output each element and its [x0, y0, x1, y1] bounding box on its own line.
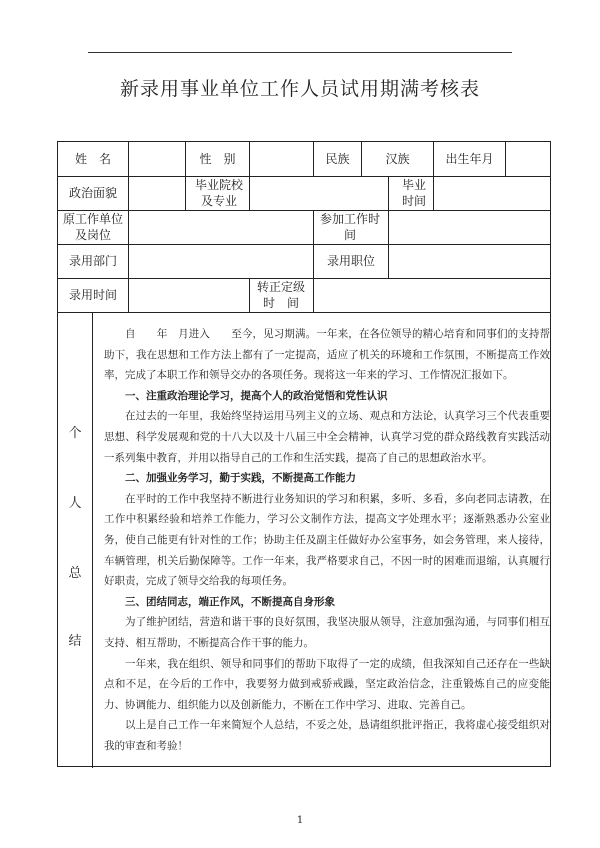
hire-time-field[interactable]	[129, 278, 249, 312]
grad-time-field[interactable]	[434, 176, 551, 210]
political-field[interactable]	[129, 176, 185, 210]
dept-field[interactable]	[129, 244, 313, 278]
hire-time-label: 录用时间	[68, 288, 117, 302]
position-label: 录用职位	[326, 254, 375, 268]
col-divider	[92, 312, 93, 768]
personal-summary-text	[104, 324, 550, 756]
summary-heading: 三、团结同志，端正作风，不断提高自身形象	[125, 595, 335, 608]
regular-time-field[interactable]	[314, 278, 551, 312]
name-field[interactable]	[129, 142, 185, 176]
summary-paragraph: 在过去的一年里，我始终坚持运用马列主义的立场、观点和方法论，认真学习三个代表重要思想、科学发展观和党的十八大以及十八届三中全会精神，认真学习党的群众路线教育实践活动一系列集中教育，并用以指导自己的工作和生活实践，提高了自己的思想政治水平。	[104, 410, 550, 464]
dept-label: 录用部门	[68, 254, 117, 268]
personal-summary-label	[58, 312, 92, 768]
summary-paragraph: 为了维护团结，营造和谐干事的良好氛围，我坚决服从领导，注意加强沟通，与同事们相互支持、相互帮助，不断提高合作干事的能力。	[104, 616, 550, 649]
side-char: 结	[68, 634, 82, 649]
summary-heading: 二、加强业务学习，勤于实践，不断提高工作能力	[125, 472, 356, 485]
work-start-field[interactable]	[389, 210, 551, 244]
summary-paragraph: 一年来，我在组织、领导和同事们的帮助下取得了一定的成绩，但我深知自己还存在一些缺点和不足，在今后的工作中，我要努力做到戒骄戒躁，坚定政治信念，注重锻炼自己的应变能力、协调能力、组织能力以及创新能力，不断在工作中学习、进取、完善自己。	[104, 657, 550, 711]
col-divider	[388, 176, 389, 210]
work-start-label: 参加工作时 间	[319, 212, 393, 242]
ethnicity-value[interactable]: 汉族	[385, 152, 410, 166]
row-divider	[58, 312, 550, 313]
page-title: 新录用事业单位工作人员试用期满考核表	[119, 78, 480, 100]
grad-time-label: 毕业时间	[401, 178, 426, 208]
col-divider	[249, 278, 250, 312]
school-field[interactable]	[250, 176, 388, 210]
ethnicity-label: 民族	[325, 152, 350, 166]
position-field[interactable]	[389, 244, 551, 278]
school-label: 毕业院校及专业	[194, 178, 243, 208]
political-label: 政治面貌	[68, 186, 117, 200]
birth-label: 出生年月	[445, 152, 494, 166]
summary-paragraph: 以上是自己工作一年来简短个人总结，不妥之处，恳请组织批评指正，我将虚心接受组织对我的审查和考验！	[104, 719, 550, 752]
birth-field[interactable]	[506, 142, 551, 176]
gender-field[interactable]	[250, 142, 313, 176]
side-char: 个	[68, 426, 82, 441]
summary-paragraph: 自 年 月进入 至今，见习期满。一年来，在各位领导的精心培育和同事们的支持帮助下，我在思想和工作方法上都有了一定提高，适应了机关的环境和工作氛围，不断提高工作效率，完成了本职工作和领导交办的各项任务。现将这一年来的学习、工作情况汇报如下。	[104, 328, 550, 382]
col-divider	[185, 176, 186, 210]
gender-label: 性 别	[199, 152, 236, 166]
top-rule	[88, 52, 512, 53]
summary-paragraph: 在平时的工作中我坚持不断进行业务知识的学习和积累，多听、多看，多向老同志请教，在工作中积累经验和培养工作能力，学习公文制作方法，提高文字处理水平；逐渐熟悉办公室业务，使自己能更有针对性的工作；协助主任及副主任做好办公室事务，如会务管理，来人接待，车辆管理，机关后勤保障等。工作一年来，我严格要求自己，不因一时的困难而退缩，认真履行好职责，完成了领导交给我的每项任务。	[104, 492, 550, 588]
former-unit-label: 原工作单位及岗位	[62, 212, 123, 242]
summary-heading: 一、注重政治理论学习，提高个人的政治觉悟和党性认识	[125, 389, 388, 402]
regular-time-label: 转正定级时 间	[256, 280, 305, 310]
former-unit-field[interactable]	[129, 210, 313, 244]
col-divider	[313, 210, 314, 244]
page-number: 1	[296, 815, 304, 826]
side-char: 总	[68, 566, 82, 581]
side-char: 人	[68, 496, 82, 511]
assessment-form-table	[57, 141, 551, 767]
name-label: 姓 名	[74, 152, 111, 166]
